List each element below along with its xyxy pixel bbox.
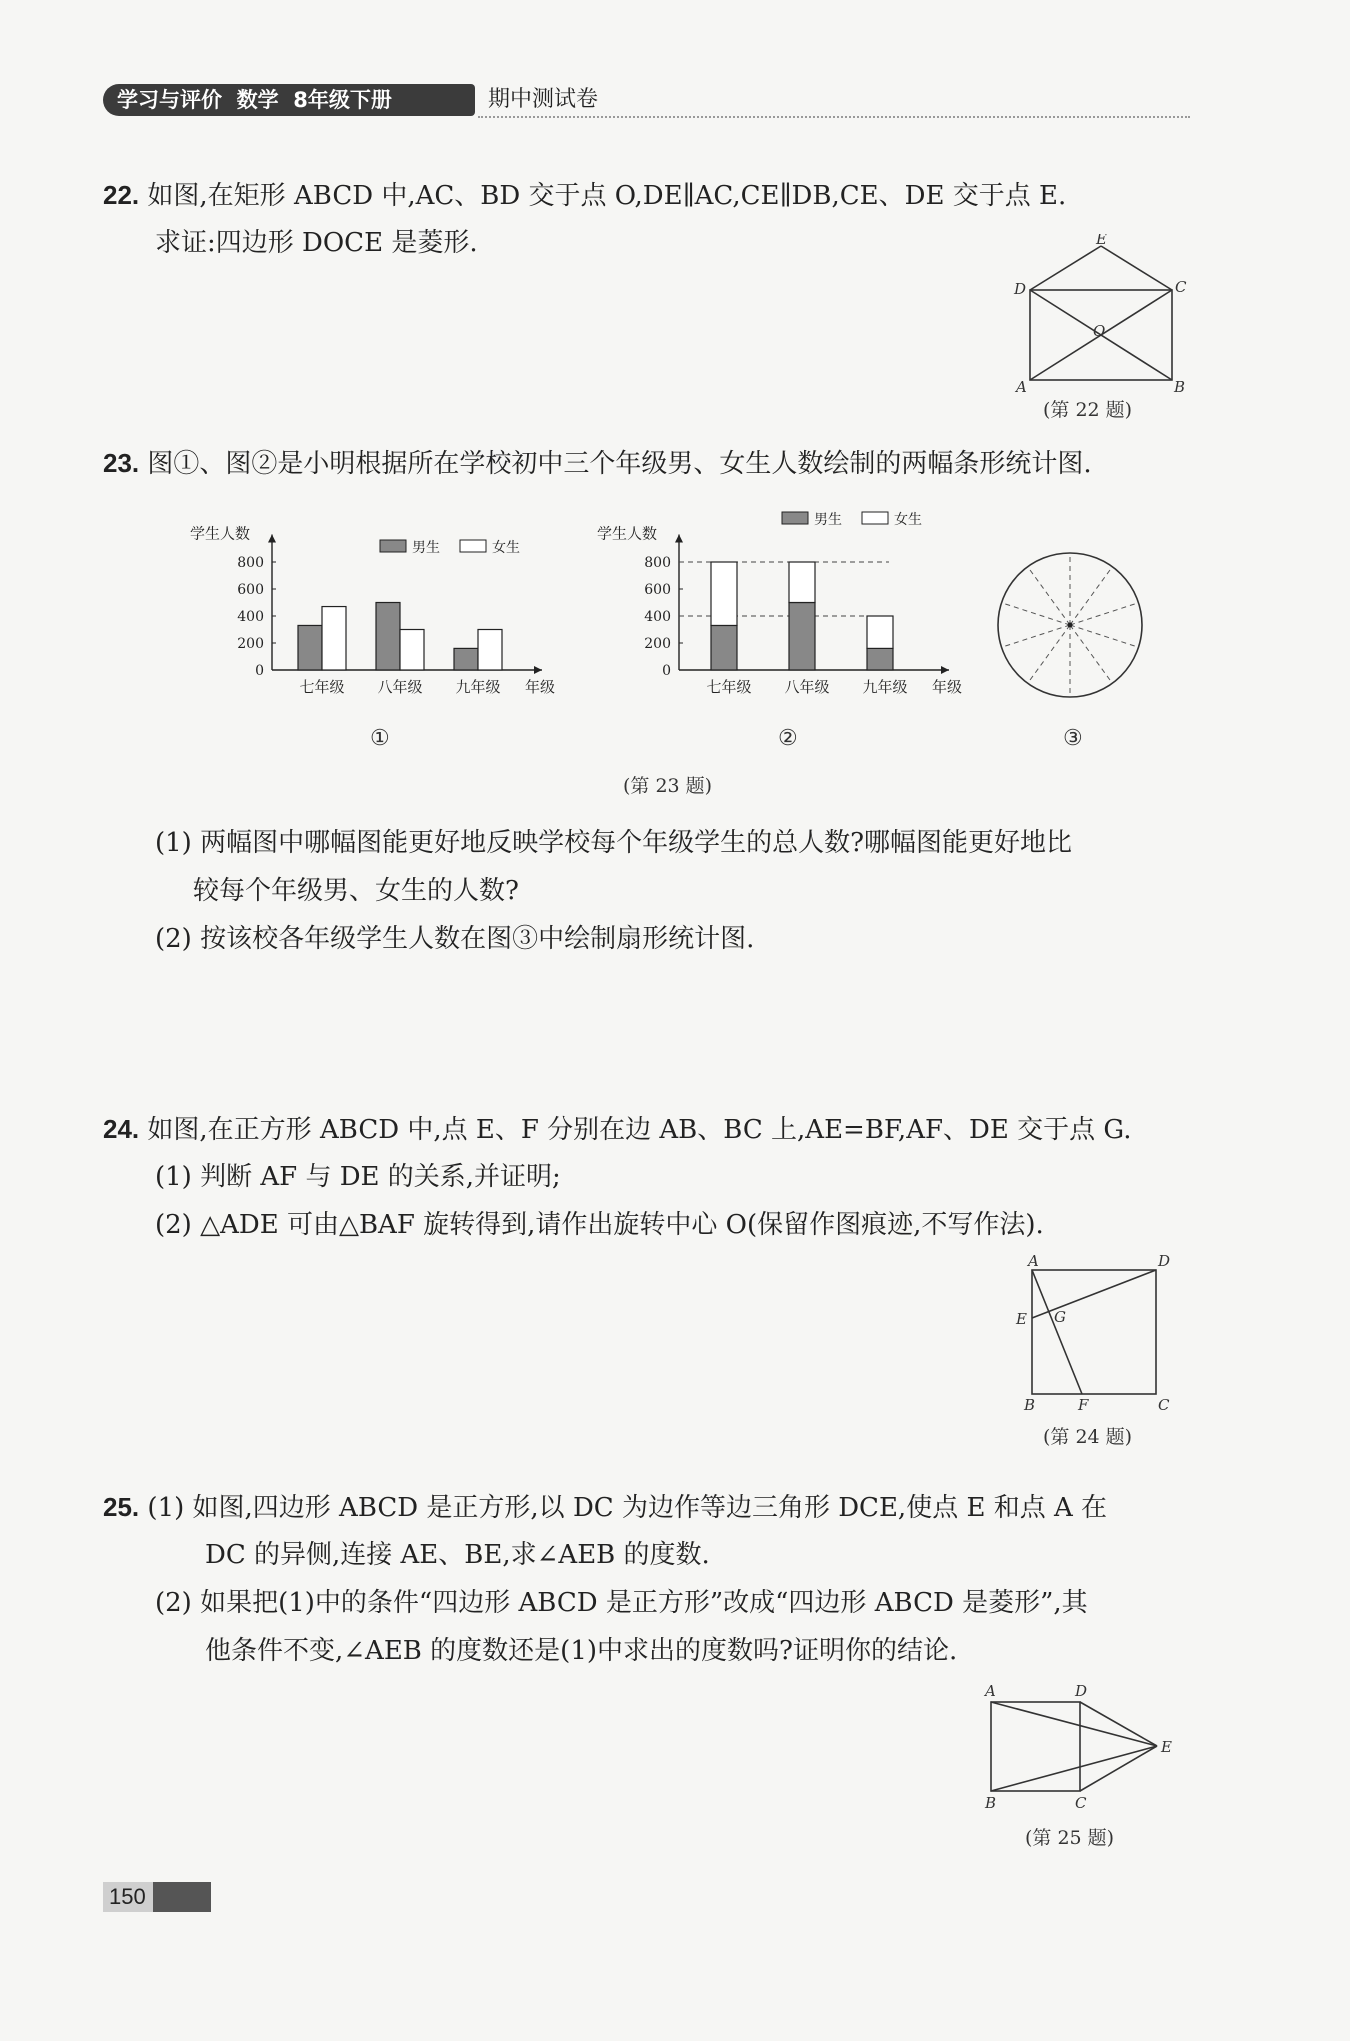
y-tick-label: 400 (644, 609, 671, 625)
pie-spoke (1029, 625, 1070, 682)
q25-figure (975, 1680, 1175, 1820)
book-header: 学习与评价 数学 8年级下册 (103, 84, 475, 116)
legend-swatch (460, 540, 486, 552)
pie-spoke (1029, 568, 1070, 625)
label-d: D (1014, 280, 1027, 298)
q22-figure (1010, 234, 1190, 394)
fig3-label: ③ (1063, 726, 1083, 751)
q23-caption: (第 23 题) (623, 775, 713, 797)
y-tick-label: 400 (237, 609, 264, 625)
label-b: B (1024, 1396, 1036, 1414)
x-tick-label: 八年级 (784, 678, 830, 696)
fig2-label: ② (778, 726, 798, 751)
x-axis-arrow (534, 666, 542, 674)
label-d: D (1158, 1254, 1171, 1270)
q25-line1 (103, 1490, 1107, 1525)
segment-af (1032, 1270, 1082, 1394)
label-g: G (1054, 1308, 1066, 1326)
x-tick-label: 九年级 (455, 678, 501, 696)
label-e: E (1096, 234, 1107, 248)
legend-swatch (862, 512, 888, 524)
pie-spoke (1003, 603, 1070, 625)
label-o: O (1093, 322, 1106, 340)
q23-number: 23. (103, 448, 140, 478)
legend-label: 男生 (412, 540, 440, 556)
legend-label: 男生 (814, 512, 842, 528)
q24-line1 (103, 1112, 1131, 1147)
legend-label: 女生 (894, 512, 922, 528)
q25-sub1-line2: DC 的异侧,连接 AE、BE,求∠AEB 的度数. (205, 1540, 710, 1570)
bar-boys (376, 603, 400, 671)
square-abcd (1032, 1270, 1156, 1394)
q22-line1 (103, 178, 1066, 213)
x-axis-label: 年级 (524, 678, 556, 696)
x-tick-label: 七年级 (706, 678, 752, 696)
q22-number: 22. (103, 180, 140, 210)
label-c: C (1075, 1794, 1087, 1812)
pie-spoke (1070, 568, 1111, 625)
y-axis-label: 学生人数 (190, 524, 251, 543)
q23-sub1-line1: (1) 两幅图中哪幅图能更好地反映学校每个年级学生的总人数?哪幅图能更好地比 (155, 828, 1073, 858)
label-d: D (1075, 1682, 1088, 1700)
q22-caption: (第 22 题) (1043, 399, 1133, 421)
y-tick-label: 0 (255, 663, 264, 679)
segment-ce (1101, 246, 1172, 290)
q23-line1 (103, 446, 1092, 481)
square-abcd (991, 1702, 1080, 1791)
q24-sub1: (1) 判断 AF 与 DE 的关系,并证明; (155, 1162, 561, 1192)
label-c: C (1175, 278, 1187, 296)
q25-sub2-line1: (2) 如果把(1)中的条件“四边形 ABCD 是正方形”改成“四边形 ABCD 是菱形”,其 (155, 1588, 1088, 1618)
q22-line2: 求证:四边形 DOCE 是菱形. (155, 228, 478, 258)
segment-de (1080, 1702, 1157, 1746)
y-axis-label: 学生人数 (597, 524, 658, 543)
y-tick-label: 600 (644, 582, 671, 598)
x-tick-label: 九年级 (862, 678, 908, 696)
q24-caption: (第 24 题) (1043, 1426, 1133, 1448)
y-tick-label: 800 (644, 555, 671, 571)
q24-number: 24. (103, 1114, 140, 1144)
pie-spoke (1003, 625, 1070, 647)
segment-ed (1032, 1270, 1156, 1318)
q23-sub2: (2) 按该校各年级学生人数在图③中绘制扇形统计图. (155, 924, 755, 954)
page-number: 150 (103, 1882, 211, 1912)
label-e: E (1016, 1310, 1027, 1328)
y-tick-label: 200 (237, 636, 264, 652)
q24-sub2: (2) △ADE 可由△BAF 旋转得到,请作出旋转中心 O(保留作图痕迹,不写作法). (155, 1210, 1044, 1240)
label-a: A (1028, 1254, 1039, 1270)
q23-text1: 图①、图②是小明根据所在学校初中三个年级男、女生人数绘制的两幅条形统计图. (147, 449, 1092, 479)
bar-girls (478, 630, 502, 671)
segment-ae (991, 1702, 1157, 1746)
pie-spoke (1070, 603, 1137, 625)
label-b: B (1174, 378, 1186, 394)
bar-girls (711, 562, 737, 625)
section-title: 期中测试卷 (488, 87, 599, 112)
q24-figure (1010, 1254, 1190, 1414)
bar-boys (298, 625, 322, 670)
pie-center (1068, 623, 1073, 628)
fig1-label: ① (370, 726, 390, 751)
bar-girls (789, 562, 815, 603)
x-tick-label: 八年级 (377, 678, 423, 696)
legend-label: 女生 (492, 540, 520, 556)
bar-boys (789, 603, 815, 671)
y-axis-arrow (675, 535, 683, 543)
bar-chart-2 (597, 504, 997, 704)
q23-sub1-line2: 较每个年级男、女生的人数? (193, 876, 519, 906)
bar-boys (867, 648, 893, 670)
bar-girls (400, 630, 424, 671)
legend-swatch (380, 540, 406, 552)
label-a: A (1016, 378, 1027, 394)
segment-de (1030, 246, 1101, 290)
bar-chart-1 (190, 504, 590, 704)
pie-spoke (1070, 625, 1137, 647)
bar-girls (867, 616, 893, 648)
y-tick-label: 800 (237, 555, 264, 571)
q25-sub2-line2: 他条件不变,∠AEB 的度数还是(1)中求出的度数吗?证明你的结论. (205, 1636, 958, 1666)
x-tick-label: 七年级 (299, 678, 345, 696)
x-axis-arrow (941, 666, 949, 674)
bar-boys (454, 648, 478, 670)
y-tick-label: 200 (644, 636, 671, 652)
segment-be (991, 1746, 1157, 1791)
label-f: F (1078, 1396, 1089, 1414)
q22-text1: 如图,在矩形 ABCD 中,AC、BD 交于点 O,DE∥AC,CE∥DB,CE、DE 交于点 E. (147, 181, 1067, 211)
pie-spoke (1070, 625, 1111, 682)
label-b: B (985, 1794, 997, 1812)
x-axis-label: 年级 (931, 678, 963, 696)
y-tick-label: 600 (237, 582, 264, 598)
legend-swatch (782, 512, 808, 524)
q25-caption: (第 25 题) (1025, 1827, 1115, 1849)
q25-number: 25. (103, 1492, 140, 1522)
label-c: C (1158, 1396, 1170, 1414)
q25-sub1-text1: (1) 如图,四边形 ABCD 是正方形,以 DC 为边作等边三角形 DCE,使点 E 和点 A 在 (147, 1493, 1108, 1523)
label-e: E (1161, 1738, 1172, 1756)
pie-circle-figure (995, 550, 1145, 700)
label-a: A (985, 1682, 996, 1700)
q24-text1: 如图,在正方形 ABCD 中,点 E、F 分别在边 AB、BC 上,AE=BF,AF、DE 交于点 G. (147, 1115, 1132, 1145)
bar-girls (322, 607, 346, 670)
bar-boys (711, 625, 737, 670)
header-divider (478, 116, 1190, 118)
y-tick-label: 0 (662, 663, 671, 679)
segment-ce (1080, 1746, 1157, 1791)
y-axis-arrow (268, 535, 276, 543)
